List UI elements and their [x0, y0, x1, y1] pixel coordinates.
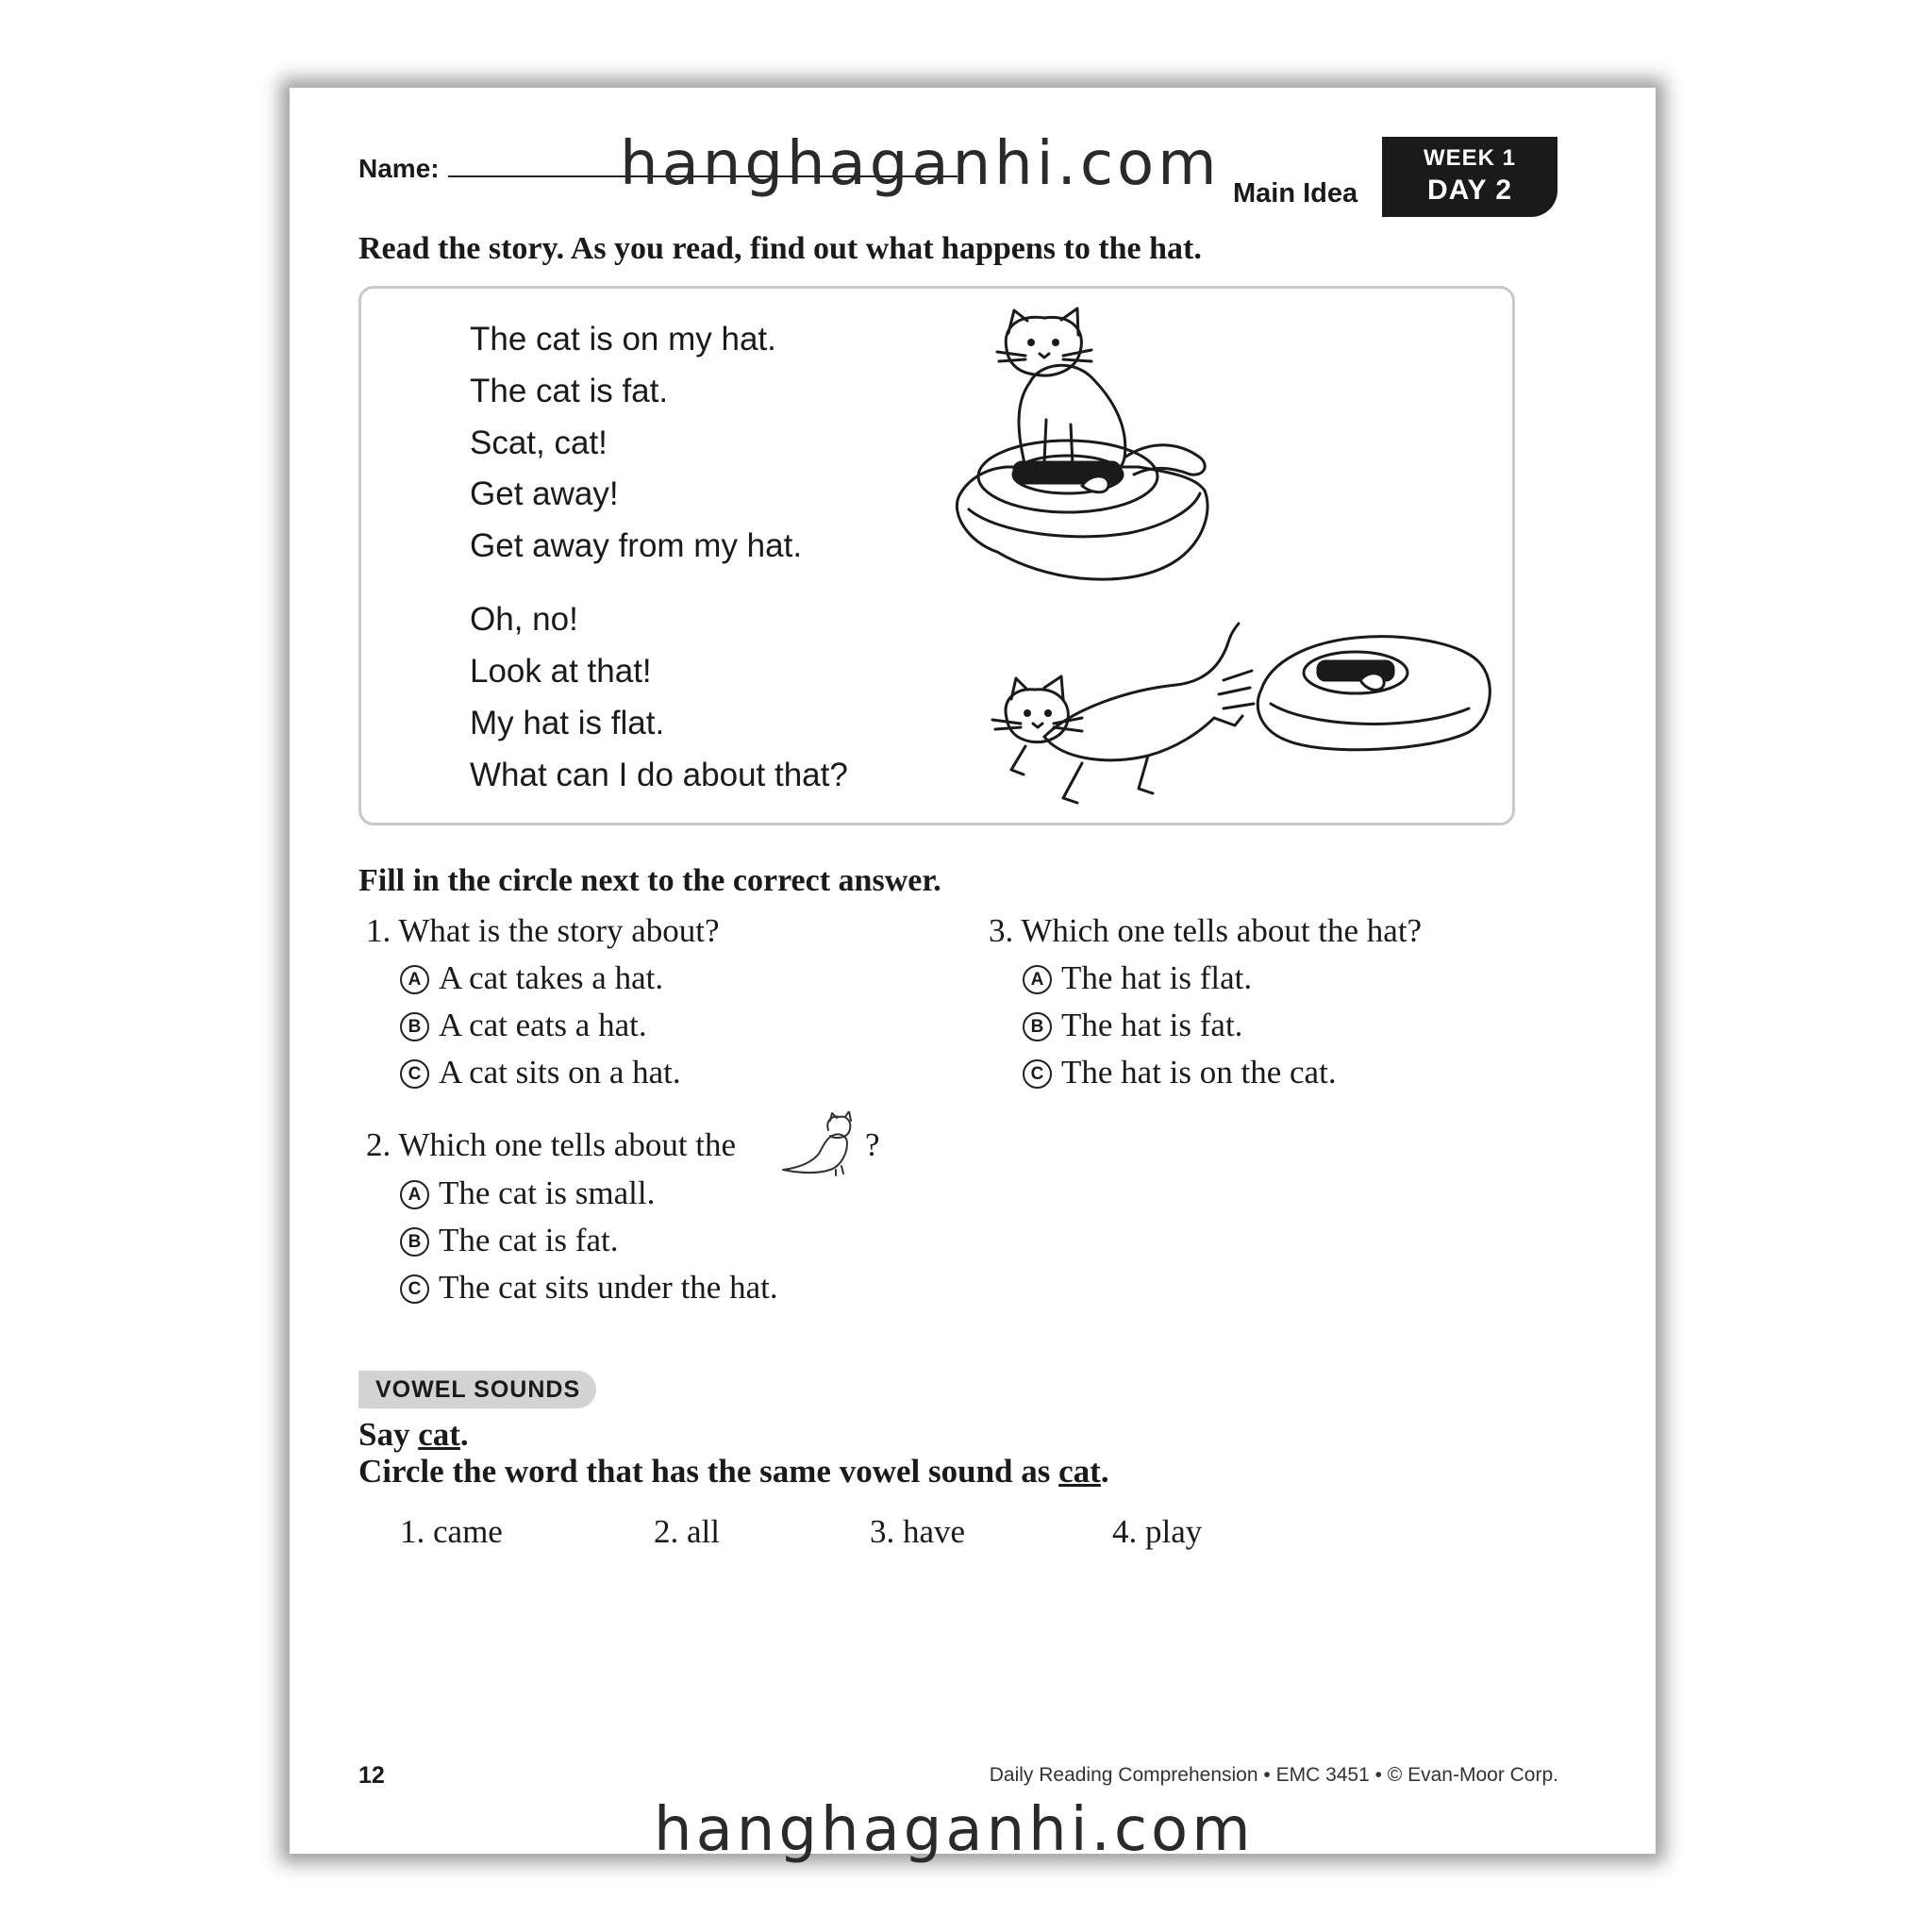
- vowel-sounds-tag: VOWEL SOUNDS: [358, 1371, 596, 1408]
- vowel-word-choice[interactable]: 1. came: [400, 1513, 503, 1550]
- say-instruction: [358, 1416, 469, 1454]
- answer-bubble[interactable]: A: [400, 1180, 429, 1209]
- say-prefix: Say: [358, 1416, 419, 1453]
- say-word: cat: [418, 1416, 460, 1453]
- question-2-end: ?: [865, 1126, 880, 1163]
- answer-bubble[interactable]: C: [400, 1059, 429, 1089]
- vowel-word-choice[interactable]: 2. all: [654, 1513, 720, 1550]
- fill-instruction: Fill in the circle next to the correct answer.: [358, 863, 941, 898]
- answer-option[interactable]: [400, 1222, 618, 1259]
- story-line: Get away!: [470, 475, 619, 512]
- answer-bubble[interactable]: B: [400, 1012, 429, 1041]
- answer-bubble[interactable]: A: [1023, 965, 1052, 994]
- vowel-word-choice[interactable]: 3. have: [870, 1513, 966, 1550]
- question-1: [366, 912, 720, 950]
- topic-label: Main Idea: [1233, 178, 1358, 208]
- name-label: Name:: [358, 154, 440, 183]
- week-day-badge: [1382, 137, 1557, 217]
- option-text: The cat is fat.: [439, 1222, 619, 1258]
- answer-option[interactable]: [400, 1269, 778, 1307]
- question-number: 3.: [989, 912, 1014, 949]
- story-line: The cat is fat.: [470, 373, 669, 409]
- question-number: 1.: [366, 912, 391, 949]
- story-line: The cat is on my hat.: [470, 321, 776, 358]
- option-text: The hat is fat.: [1061, 1007, 1243, 1043]
- page-number: 12: [358, 1762, 385, 1789]
- circle-word: cat: [1058, 1453, 1101, 1490]
- option-text: The hat is on the cat.: [1061, 1054, 1337, 1091]
- question-text: Which one tells about the hat?: [1021, 912, 1423, 949]
- answer-bubble[interactable]: B: [1023, 1012, 1052, 1041]
- small-cat-icon: [774, 1111, 858, 1177]
- story-line: Scat, cat!: [470, 425, 608, 461]
- option-text: A cat eats a hat.: [439, 1007, 647, 1043]
- answer-option[interactable]: [400, 1054, 681, 1091]
- publisher-credit: Daily Reading Comprehension • EMC 3451 • © Evan-Moor Corp.: [989, 1764, 1558, 1786]
- story-line: My hat is flat.: [470, 705, 665, 741]
- answer-option[interactable]: [400, 959, 663, 997]
- option-text: A cat sits on a hat.: [439, 1054, 681, 1091]
- question-3: [989, 912, 1422, 950]
- answer-bubble[interactable]: C: [400, 1274, 429, 1304]
- say-suffix: .: [459, 1416, 469, 1453]
- circle-prefix: Circle the word that has the same vowel sound as: [358, 1453, 1059, 1490]
- answer-bubble[interactable]: B: [400, 1227, 429, 1257]
- story-line: Oh, no!: [470, 601, 578, 638]
- circle-suffix: .: [1100, 1453, 1109, 1490]
- story-line: Look at that!: [470, 653, 652, 690]
- answer-option[interactable]: [400, 1007, 647, 1044]
- option-text: A cat takes a hat.: [439, 959, 664, 996]
- question-text: What is the story about?: [398, 912, 720, 949]
- question-2: [366, 1126, 736, 1164]
- story-line: Get away from my hat.: [470, 527, 803, 564]
- watermark-top: hanghaganhi.com: [620, 129, 1221, 199]
- day-label: DAY 2: [1426, 175, 1513, 206]
- answer-bubble[interactable]: A: [400, 965, 429, 994]
- watermark-bottom: hanghaganhi.com: [654, 1795, 1255, 1865]
- answer-option[interactable]: [1023, 1054, 1337, 1091]
- cat-on-hat-illustration: [941, 307, 1252, 599]
- worksheet-page: [290, 88, 1656, 1865]
- circle-instruction: [358, 1453, 1109, 1491]
- question-number: 2.: [366, 1126, 391, 1163]
- option-text: The hat is flat.: [1061, 959, 1253, 996]
- option-text: The cat is small.: [439, 1174, 656, 1211]
- option-text: The cat sits under the hat.: [439, 1269, 778, 1306]
- story-line: What can I do about that?: [470, 757, 848, 793]
- answer-option[interactable]: [1023, 1007, 1242, 1044]
- answer-option[interactable]: [400, 1174, 655, 1212]
- week-label: WEEK 1: [1423, 145, 1516, 171]
- read-instruction: Read the story. As you read, find out what happens to the hat.: [358, 231, 1202, 266]
- vowel-word-choice[interactable]: 4. play: [1112, 1513, 1203, 1550]
- question-text: Which one tells about the: [398, 1126, 737, 1163]
- answer-option[interactable]: [1023, 959, 1252, 997]
- answer-bubble[interactable]: C: [1023, 1059, 1052, 1089]
- cat-running-illustration: [988, 605, 1516, 822]
